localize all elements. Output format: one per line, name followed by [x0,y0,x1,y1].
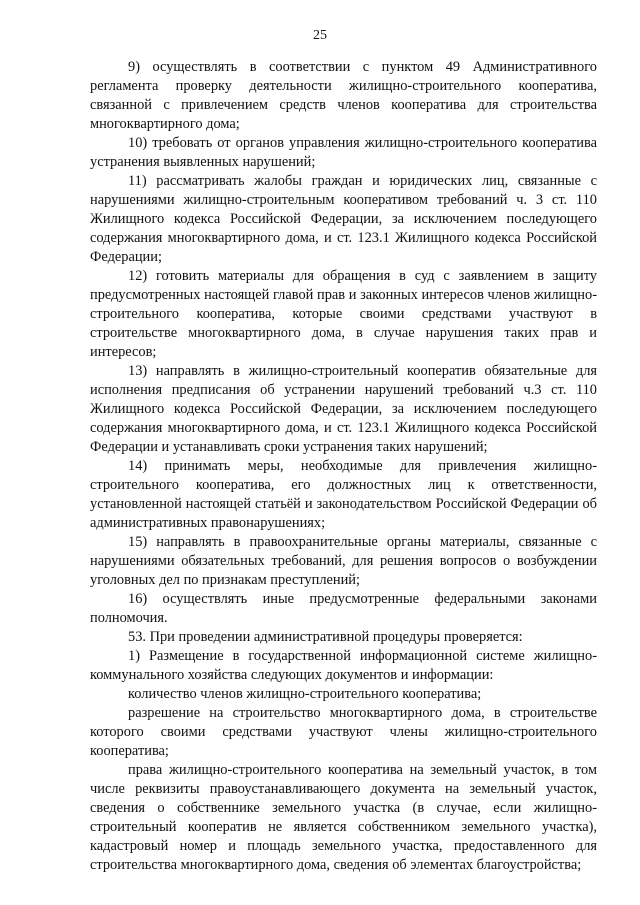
paragraph-item-9: 9) осуществлять в соответствии с пунктом 49 Административного регламента проверку деятельности жилищно-строительного кооператива, связанной с привлечением средств членов кооператива для строительства многоквартирного дома; [90,59,597,132]
paragraph-section-53: 53. При проведении административной процедуры проверяется: [128,629,523,645]
paragraph-item-15: 15) направлять в правоохранительные органы материалы, связанные с нарушениями обязательных требований, для решения вопросов о возбуждении уголовных дел по признакам преступлений; [90,534,597,588]
paragraph-item-16: 16) осуществлять иные предусмотренные федеральными законами полномочия. [90,591,597,626]
paragraph-item-11: 11) рассматривать жалобы граждан и юридических лиц, связанные с нарушениями жилищно-строительным кооперативом требований ч. 3 ст. 110 Жилищного кодекса Российской Федерации, за исключением последующего содержания многоквартирного дома, и ст. 123.1 Жилищного кодекса Российской Федерации; [90,173,597,265]
paragraph-item-12: 12) готовить материалы для обращения в суд с заявлением в защиту предусмотренных настоящей главой прав и законных интересов членов жилищно-строительного кооператива, которые своими средствами участвуют в строительстве многоквартирного дома, в случае нарушения таких прав и интересов; [90,268,597,360]
paragraph-subitem-1: 1) Размещение в государственной информационной системе жилищно-коммунального хозяйства следующих документов и информации: [90,648,597,683]
document-body [90,58,597,875]
paragraph-item-13: 13) направлять в жилищно-строительный кооператив обязательные для исполнения предписания об устранении нарушений требований ч.3 ст. 110 Жилищного кодекса Российской Федерации, за исключением последующего содержания многоквартирного дома, и ст. 123.1 Жилищного кодекса Российской Федерации и устанавливать сроки устранения таких нарушений; [90,363,597,455]
paragraph-item-10: 10) требовать от органов управления жилищно-строительного кооператива устранения выявленных нарушений; [90,135,597,170]
paragraph-construction-permit: разрешение на строительство многоквартирного дома, в строительстве которого своими средствами участвуют члены жилищно-строительного кооператива; [90,705,597,759]
paragraph-members-count: количество членов жилищно-строительного кооператива; [128,686,482,702]
page-number: 25 [313,28,327,43]
paragraph-land-rights: права жилищно-строительного кооператива на земельный участок, в том числе реквизиты правоустанавливающего документа на земельный участок, сведения о собственнике земельного участка (в случае, если жилищно-строительный кооператив не является собственником земельного участка), кадастровый номер и площадь земельного участка, предоставленного для строительства многоквартирного дома, сведения об элементах благоустройства; [90,762,597,873]
paragraph-item-14: 14) принимать меры, необходимые для привлечения жилищно-строительного кооператива, его должностных лиц к ответственности, установленной настоящей статьёй и законодательством Российской Федерации об административных правонарушениях; [90,458,597,531]
